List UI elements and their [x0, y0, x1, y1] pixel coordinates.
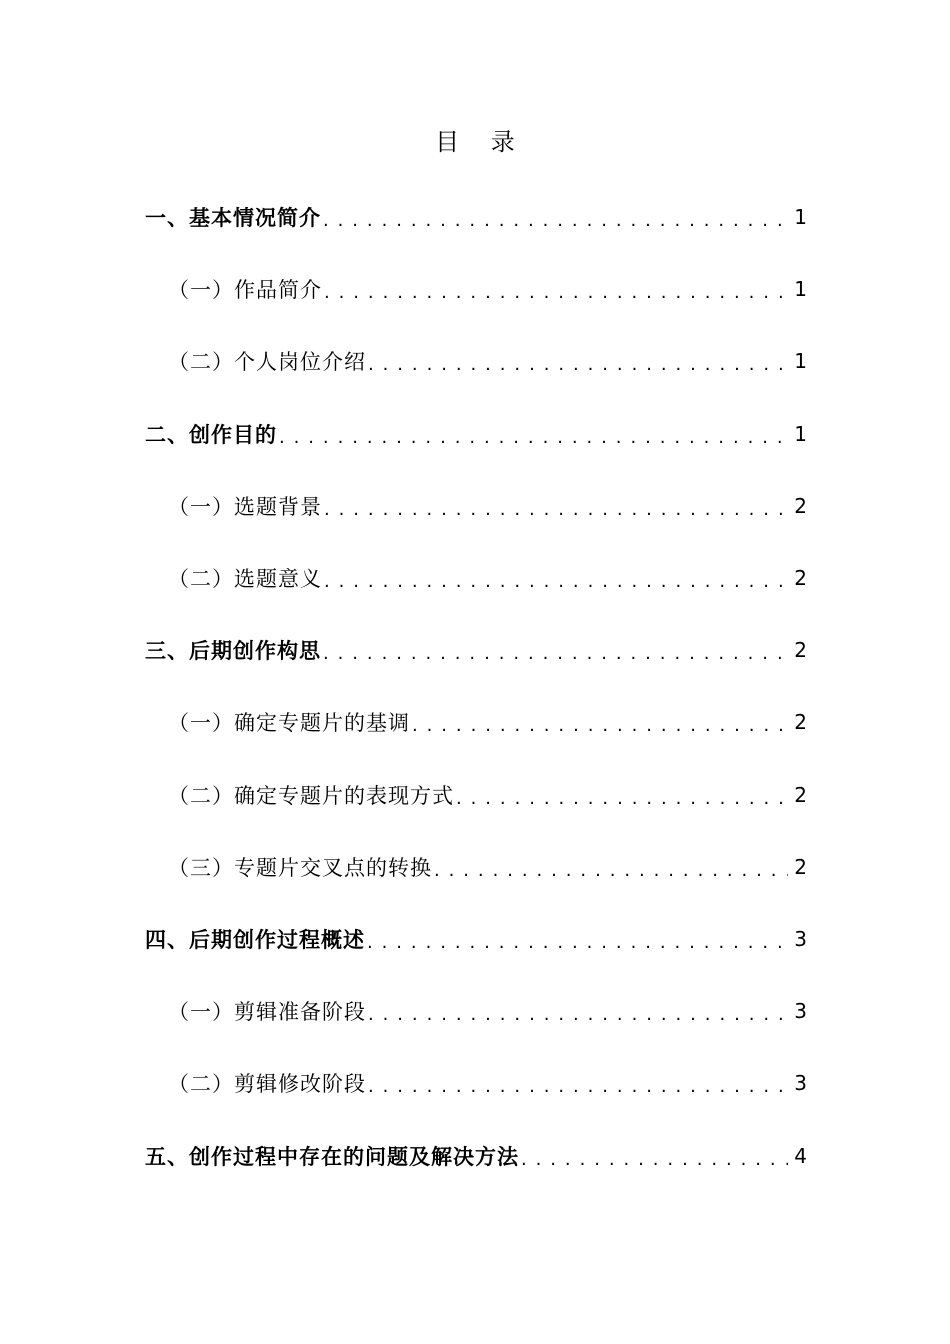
toc-dot-leader: [324, 563, 788, 593]
toc-subsection-entry[interactable]: [145, 542, 807, 614]
toc-entry-label: （二）个人岗位介绍: [168, 350, 366, 375]
toc-dot-leader: [434, 852, 788, 882]
toc-subsection-entry[interactable]: [145, 470, 807, 542]
toc-section-entry[interactable]: [145, 398, 807, 470]
toc-entry-label: （二）确定专题片的表现方式: [168, 783, 454, 808]
toc-subsection-entry[interactable]: [145, 253, 807, 325]
toc-section-entry[interactable]: [145, 614, 807, 686]
page-title: 目 录: [435, 128, 527, 156]
toc-dot-leader: [323, 635, 788, 665]
toc-page-number: 1: [794, 277, 807, 302]
table-of-contents: [145, 181, 807, 1192]
toc-dot-leader: [324, 491, 788, 521]
toc-dot-leader: [323, 202, 788, 232]
toc-entry-label: （一）作品简介: [168, 278, 322, 303]
toc-page-number: 2: [794, 854, 807, 879]
toc-page-number: 2: [794, 566, 807, 591]
toc-subsection-entry[interactable]: [145, 831, 807, 903]
toc-entry-label: 五、创作过程中存在的问题及解决方法: [145, 1144, 519, 1169]
toc-entry-label: （一）选题背景: [168, 494, 322, 519]
toc-page-number: 2: [794, 493, 807, 518]
toc-entry-label: 三、后期创作构思: [145, 639, 321, 664]
toc-dot-leader: [324, 274, 788, 304]
toc-dot-leader: [456, 780, 788, 810]
toc-dot-leader: [279, 419, 788, 449]
toc-section-entry[interactable]: [145, 903, 807, 975]
toc-subsection-entry[interactable]: [145, 759, 807, 831]
toc-dot-leader: [368, 996, 788, 1026]
toc-subsection-entry[interactable]: [145, 686, 807, 758]
toc-page-number: 3: [794, 1071, 807, 1096]
toc-page-number: 1: [794, 421, 807, 446]
toc-entry-label: （二）选题意义: [168, 567, 322, 592]
toc-dot-leader: [368, 1068, 788, 1098]
toc-page-number: 1: [794, 349, 807, 374]
toc-dot-leader: [412, 707, 788, 737]
toc-section-entry[interactable]: [145, 1119, 807, 1191]
toc-subsection-entry[interactable]: [145, 1047, 807, 1119]
toc-dot-leader: [368, 346, 788, 376]
toc-dot-leader: [367, 924, 788, 954]
toc-entry-label: （一）剪辑准备阶段: [168, 1000, 366, 1025]
toc-subsection-entry[interactable]: [145, 975, 807, 1047]
toc-subsection-entry[interactable]: [145, 325, 807, 397]
toc-entry-label: 二、创作目的: [145, 422, 277, 447]
toc-page-number: 2: [794, 710, 807, 735]
toc-entry-label: 一、基本情况简介: [145, 206, 321, 231]
toc-dot-leader: [521, 1141, 788, 1171]
toc-entry-label: （二）剪辑修改阶段: [168, 1072, 366, 1097]
toc-page-number: 4: [794, 1143, 807, 1168]
toc-entry-label: （三）专题片交叉点的转换: [168, 855, 432, 880]
toc-page-number: 2: [794, 782, 807, 807]
toc-section-entry[interactable]: [145, 181, 807, 253]
toc-page-number: 3: [794, 926, 807, 951]
toc-page-number: 1: [794, 205, 807, 230]
toc-entry-label: 四、后期创作过程概述: [145, 927, 365, 952]
toc-page-number: 2: [794, 638, 807, 663]
toc-entry-label: （一）确定专题片的基调: [168, 711, 410, 736]
toc-page-number: 3: [794, 999, 807, 1024]
